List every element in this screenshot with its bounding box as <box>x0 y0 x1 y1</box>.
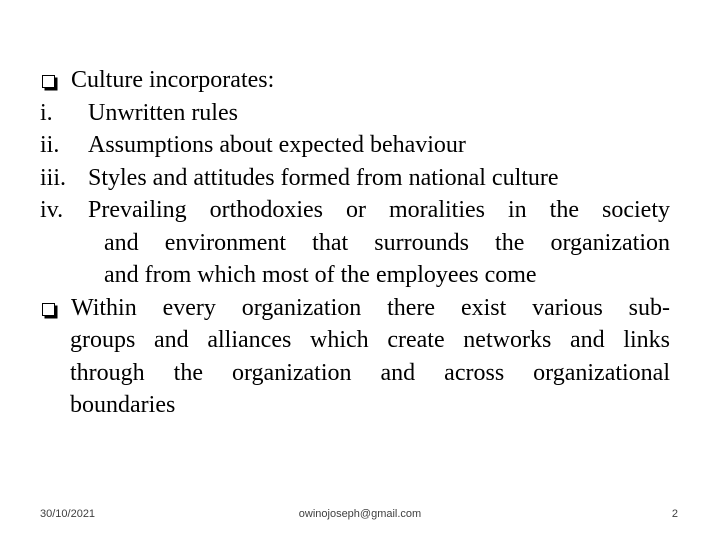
list-number: ii. <box>40 132 60 158</box>
list-item-continuation <box>40 227 672 260</box>
footer-date: 30/10/2021 <box>40 508 96 520</box>
list-item <box>40 97 672 130</box>
list-item <box>40 162 672 195</box>
bullet-text-line: groups and alliances which create networks and links <box>70 327 670 353</box>
bullet-text-line: through the organization and across organizational <box>70 359 670 386</box>
bullet-text-line: Within every organization there exist various sub- <box>71 294 670 321</box>
slide-body <box>40 64 672 422</box>
list-item <box>40 194 672 227</box>
list-item-text-line: and from which most of the employees come <box>104 262 537 288</box>
list-item-text: Unwritten rules <box>88 99 238 126</box>
list-item <box>40 129 672 162</box>
bullet-text-line: boundaries <box>70 392 176 418</box>
square-bullet-icon <box>42 303 55 316</box>
list-item-text: Styles and attitudes formed from national culture <box>88 164 559 191</box>
list-item-text-line: and environment that surrounds the organization <box>104 229 670 256</box>
page-number: 2 <box>671 508 678 520</box>
bullet-text: Culture incorporates: <box>71 67 275 93</box>
bullet-continuation <box>40 389 672 422</box>
bullet-continuation <box>40 357 672 390</box>
list-item-text: Assumptions about expected behaviour <box>88 132 466 158</box>
square-bullet-icon <box>42 75 55 88</box>
list-item-text-line: Prevailing orthodoxies or moralities in the society <box>88 197 670 223</box>
bullet-continuation <box>40 324 672 357</box>
list-number: iii. <box>40 164 67 191</box>
bullet-line <box>40 292 672 325</box>
footer-email: owinojoseph@gmail.com <box>298 508 422 520</box>
list-number: i. <box>40 99 53 126</box>
list-item-continuation <box>40 259 672 292</box>
bullet-line <box>40 64 672 97</box>
list-number: iv. <box>40 197 64 223</box>
